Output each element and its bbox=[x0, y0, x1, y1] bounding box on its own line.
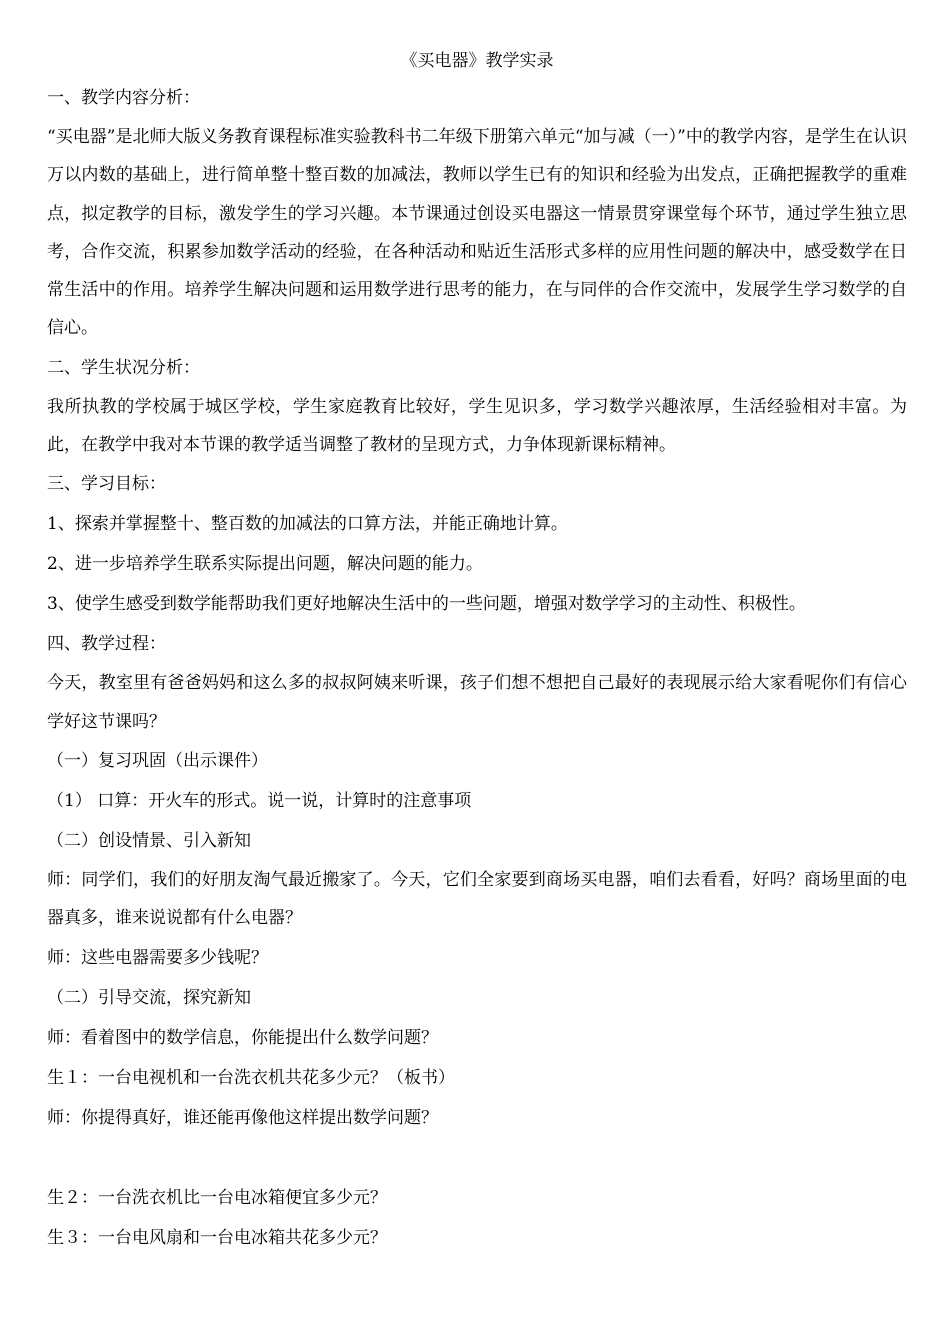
blank-line bbox=[47, 1138, 907, 1178]
section-heading-student-analysis: 二、学生状况分析： bbox=[47, 357, 200, 378]
paragraph-intro: 今天，教室里有爸爸妈妈和这么多的叔叔阿姨来听课，孩子们想不想把自己最好的表现展示给大家看呢你们有信心学好这节课吗？ bbox=[47, 673, 907, 732]
teacher-line-4: 师：你提得真好，谁还能再像他这样提出数学问题？ bbox=[47, 1107, 438, 1128]
teacher-line-3: 师：看着图中的数学信息，你能提出什么数学问题？ bbox=[47, 1027, 438, 1048]
section-heading-learning-goals: 三、学习目标： bbox=[47, 474, 166, 495]
section-heading-content-analysis: 一、教学内容分析： bbox=[47, 88, 200, 108]
document-title: 《买电器》教学实录 bbox=[400, 51, 554, 71]
teacher-line-2: 师：这些电器需要多少钱呢？ bbox=[47, 947, 268, 968]
step-scenario: （二）创设情景、引入新知 bbox=[47, 830, 251, 851]
goal-item-3: 3、使学生感受到数学能帮助我们更好地解决生活中的一些问题，增强对数学学习的主动性、积极性。 bbox=[47, 594, 806, 615]
student-line-3: 生３：一台电风扇和一台电冰箱共花多少元？ bbox=[47, 1227, 387, 1248]
teacher-line-1: 师：同学们，我们的好朋友淘气最近搬家了。今天，它们全家要到商场买电器，咱们去看看，好吗？商场里面的电器真多，谁来说说都有什么电器？ bbox=[47, 869, 907, 929]
step-review-item: （1） 口算：开火车的形式。说一说，计算时的注意事项 bbox=[47, 790, 472, 811]
document-page bbox=[47, 44, 907, 1258]
goal-item-1: 1、探索并掌握整十、整百数的加减法的口算方法，并能正确地计算。 bbox=[47, 514, 568, 535]
student-line-2: 生２：一台洗衣机比一台电冰箱便宜多少元？ bbox=[47, 1187, 387, 1208]
section-heading-teaching-process: 四、教学过程： bbox=[47, 634, 166, 655]
student-line-1: 生１：一台电视机和一台洗衣机共花多少元？（板书） bbox=[47, 1067, 455, 1088]
paragraph-content-analysis: “买电器”是北师大版义务教育课程标准实验教科书二年级下册第六单元“加与减（一）”中的教学内容，是学生在认识万以内数的基础上，进行简单整十整百数的加减法，教师以学生已有的知识和经验为出发点，正确把握教学的重难点，拟定教学的目标，激发学生的学习兴趣。本节课通过创设买电器这一情景贯穿课堂每个环节，通过学生独立思考，合作交流，积累参加数学活动的经验，在各种活动和贴近生活形式多样的应用性问题的解决中，感受数学在日常生活中的作用。培养学生解决问题和运用数学进行思考的能力，在与同伴的合作交流中，发展学生学习数学的自信心。 bbox=[47, 127, 907, 339]
step-review: （一）复习巩固（出示课件） bbox=[47, 750, 268, 771]
paragraph-student-analysis: 我所执教的学校属于城区学校，学生家庭教育比较好，学生见识多，学习数学兴趣浓厚，生活经验相对丰富。为此，在教学中我对本节课的教学适当调整了教材的呈现方式，力争体现新课标精神。 bbox=[47, 396, 907, 456]
goal-item-2: 2、进一步培养学生联系实际提出问题，解决问题的能力。 bbox=[47, 554, 483, 575]
step-explore: （二）引导交流，探究新知 bbox=[47, 987, 251, 1008]
